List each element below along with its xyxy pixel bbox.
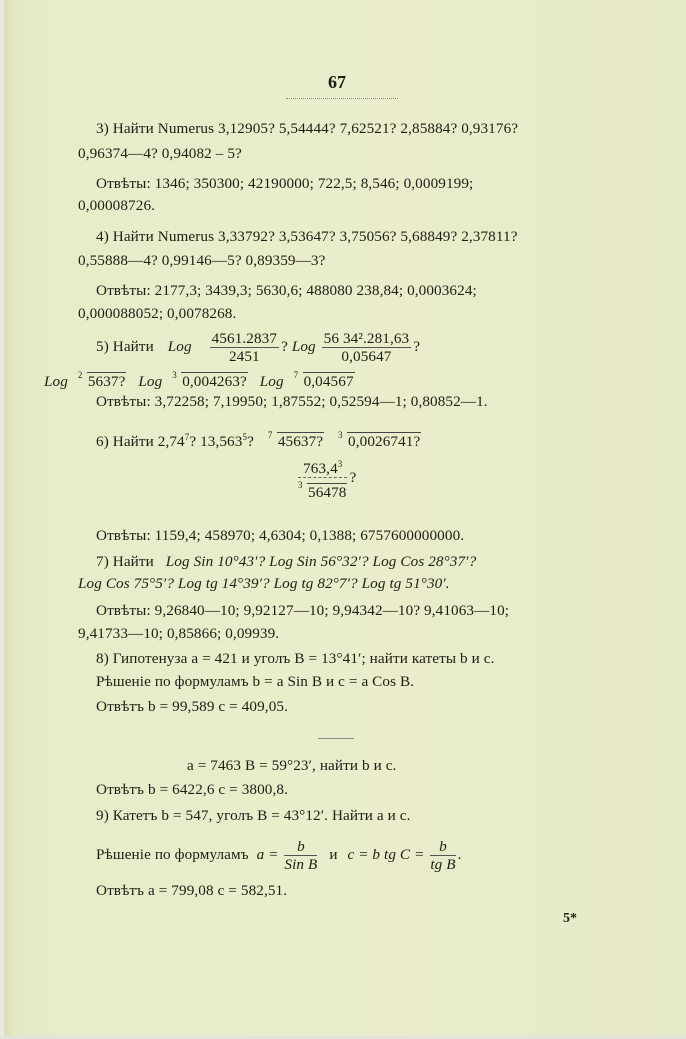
denominator: Sin B bbox=[284, 856, 318, 873]
problem-6-prefix: 6) Найти 2,74 bbox=[96, 433, 185, 450]
fraction-3 bbox=[298, 456, 347, 501]
problem-3-answer-2: 0,00008726. bbox=[78, 197, 156, 214]
root-body: 0,004263? bbox=[182, 373, 247, 390]
root-index: 3 bbox=[172, 370, 177, 380]
problem-7-prefix: 7) Найти bbox=[96, 553, 154, 570]
problem-4-answer-1: Отвѣты: 2177,3; 3439,3; 5630,6; 488080 238,84; 0,0003624; bbox=[96, 282, 477, 299]
a-equals: a = bbox=[256, 845, 279, 863]
log-label: Log bbox=[44, 373, 68, 390]
problem-3-line-1: 3) Найти Numerus 3,12905? 5,54444? 7,62521? 2,85884? 0,93176? bbox=[96, 120, 519, 137]
root-2 bbox=[77, 370, 127, 391]
problem-4-answer-2: 0,000088052; 0,0078268. bbox=[78, 305, 237, 322]
root-body: 0,04567 bbox=[303, 373, 354, 390]
header-rule bbox=[286, 98, 398, 99]
problem-9-answer: Отвѣтъ a = 799,08 c = 582,51. bbox=[96, 882, 288, 899]
problem-6-fraction bbox=[296, 456, 356, 501]
question-mark: ? bbox=[413, 337, 421, 355]
root-body: 5637? bbox=[87, 373, 126, 390]
question-mark: ? bbox=[247, 433, 254, 450]
problem-8-variant-answer: Отвѣтъ b = 6422,6 c = 3800,8. bbox=[96, 781, 288, 798]
fraction-2 bbox=[322, 330, 412, 365]
root-3 bbox=[172, 370, 248, 391]
root-body: 45637? bbox=[277, 433, 324, 450]
solution-prefix: Рѣшеніе по формуламъ bbox=[96, 845, 249, 863]
problem-8-line-1: 8) Гипотенуза a = 421 и уголъ B = 13°41′; найти катеты b и c. bbox=[96, 650, 495, 667]
problem-7-expressions: Log Sin 10°43′? Log Sin 56°32′? Log Cos 28°37′? bbox=[165, 553, 477, 570]
root-3 bbox=[338, 430, 421, 451]
problem-6-line-1 bbox=[96, 428, 421, 451]
problem-4-line-2: 0,55888—4? 0,99146—5? 0,89359—3? bbox=[78, 252, 326, 269]
log-label: Log bbox=[259, 373, 284, 390]
problem-5-answer: Отвѣты: 3,72258; 7,19950; 1,87552; 0,52594—1; 0,80852—1. bbox=[96, 393, 488, 410]
root-index: 3 bbox=[298, 480, 303, 490]
fraction-b-over-tg-b bbox=[430, 838, 455, 873]
root-index: 3 bbox=[338, 430, 343, 440]
problem-8-solution: Рѣшеніе по формуламъ b = a Sin B и c = a Cos B. bbox=[96, 673, 415, 690]
problem-5-prefix: 5) Найти bbox=[96, 337, 154, 355]
conjunction: и bbox=[329, 845, 338, 863]
problem-9-line-1: 9) Катетъ b = 547, уголъ B = 43°12′. Найти a и c. bbox=[96, 807, 411, 824]
problem-3-line-2: 0,96374—4? 0,94082 – 5? bbox=[78, 145, 242, 162]
problem-3-answer-1: Отвѣты: 1346; 350300; 42190000; 722,5; 8,546; 0,0009199; bbox=[96, 175, 474, 192]
signature-mark: 5* bbox=[563, 911, 577, 926]
problem-7-line-2: Log Cos 75°5′? Log tg 14°39′? Log tg 82°7′? Log tg 51°30′. bbox=[78, 575, 450, 592]
problem-7-line-1 bbox=[96, 553, 476, 571]
problem-5-line-1 bbox=[96, 330, 420, 365]
log-label: Log bbox=[291, 337, 316, 355]
fraction-2-numerator: 56 34².281,63 bbox=[323, 330, 410, 347]
numerator: b bbox=[284, 838, 317, 856]
problem-4-line-1: 4) Найти Numerus 3,33792? 3,53647? 3,75056? 5,68849? 2,37811? bbox=[96, 228, 518, 245]
fraction-1 bbox=[210, 330, 279, 365]
log-label: Log bbox=[138, 373, 163, 390]
exponent: 3 bbox=[337, 459, 343, 469]
problem-6-mid: ? 13,563 bbox=[189, 433, 243, 450]
exponent: 7 bbox=[184, 432, 190, 442]
exponent: 5 bbox=[242, 432, 248, 442]
fraction-3-denominator bbox=[298, 478, 347, 501]
base: 763,4 bbox=[303, 460, 338, 477]
root-index: 7 bbox=[267, 430, 273, 440]
problem-5-line-2 bbox=[44, 370, 355, 391]
root-index: 7 bbox=[293, 370, 299, 380]
problem-6-answer: Отвѣты: 1159,4; 458970; 4,6304; 0,1388; 6757600000000. bbox=[96, 527, 465, 544]
root-7 bbox=[293, 370, 355, 391]
page-number: 67 bbox=[328, 72, 346, 92]
question-mark: ? bbox=[349, 468, 357, 486]
root-index: 2 bbox=[77, 370, 83, 380]
root-body: 56478 bbox=[308, 484, 347, 501]
problem-7-answer-1: Отвѣты: 9,26840—10; 9,92127—10; 9,94342—10? 9,41063—10; bbox=[96, 602, 510, 619]
period: . bbox=[457, 845, 462, 863]
fraction-b-over-sin-b bbox=[284, 838, 317, 873]
c-equals: c = b tg C = bbox=[347, 845, 425, 863]
section-separator bbox=[318, 738, 354, 739]
problem-7-answer-2: 9,41733—10; 0,85866; 0,09939. bbox=[78, 625, 280, 642]
problem-9-solution bbox=[96, 838, 462, 873]
scan-edge-left bbox=[0, 0, 4, 1039]
fraction-1-numerator: 4561.2837 bbox=[211, 330, 278, 347]
root-body: 0,0026741? bbox=[348, 433, 421, 450]
problem-8-answer: Отвѣтъ b = 99,589 c = 409,05. bbox=[96, 698, 288, 715]
root-7 bbox=[267, 430, 324, 451]
fraction-3-numerator bbox=[298, 456, 347, 478]
problem-8-variant: a = 7463 B = 59°23′, найти b и c. bbox=[187, 757, 397, 774]
fraction-1-denominator: 2451 bbox=[228, 348, 260, 365]
numerator: b bbox=[430, 838, 455, 856]
question-mark: ? bbox=[281, 337, 288, 355]
fraction-2-denominator: 0,05647 bbox=[341, 348, 392, 365]
root-3 bbox=[298, 480, 347, 501]
log-label: Log bbox=[167, 337, 192, 355]
denominator: tg B bbox=[430, 856, 456, 873]
